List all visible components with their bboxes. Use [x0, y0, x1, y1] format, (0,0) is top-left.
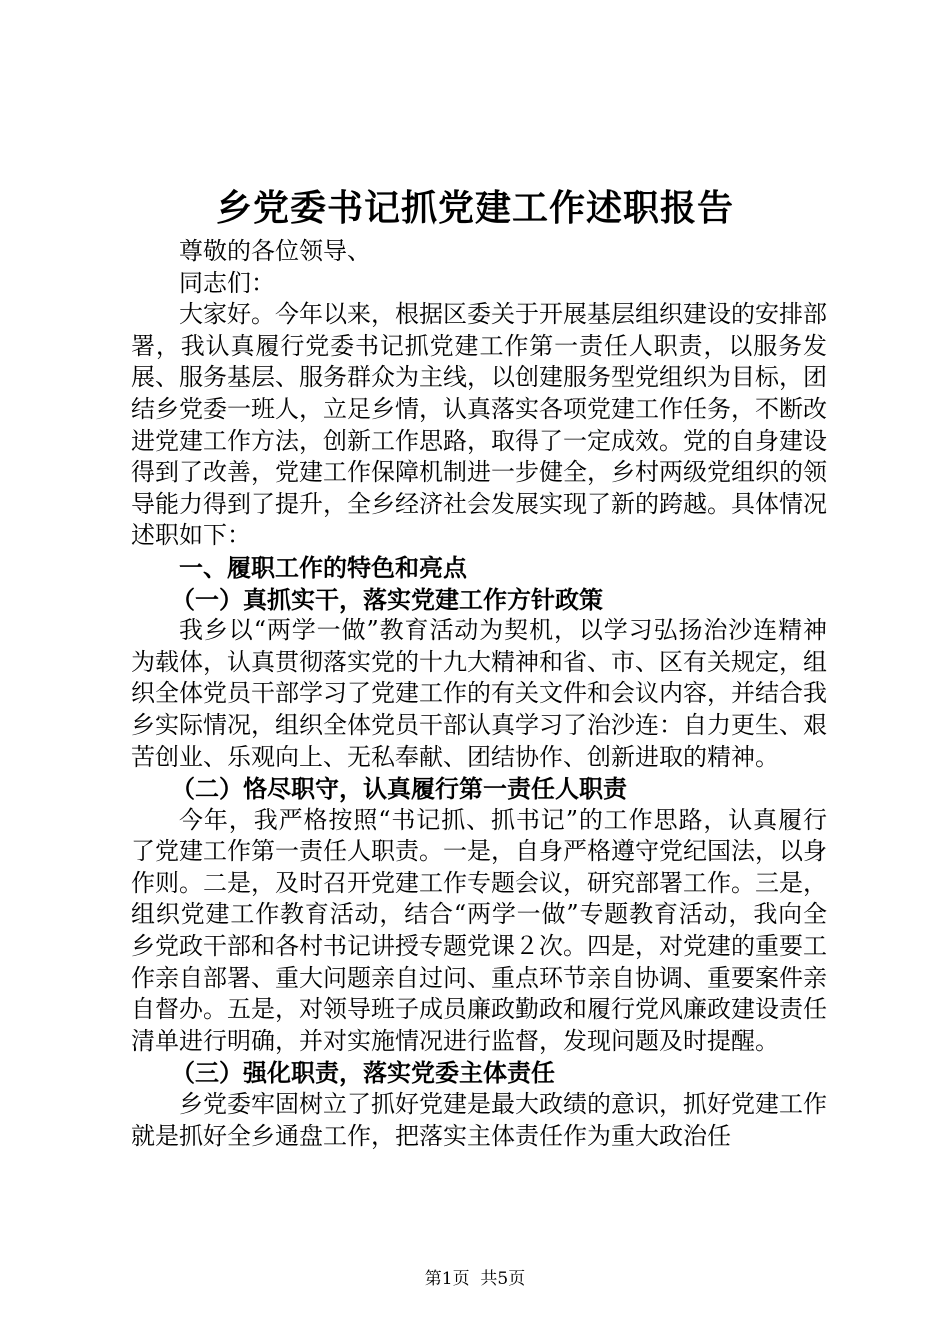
subsection-heading: （三）强化职责，落实党委主体责任: [171, 1058, 555, 1088]
body-paragraph: 我乡以“两学一做”教育活动为契机，以学习弘扬治沙连精神为载体，认真贯彻落实党的十九大精神和省、市、区有关规定，组织全体党员干部学习了党建工作的有关文件和会议内容，并结合我乡实际情况，组织全体党员干部认真学习了治沙连：自力更生、艰苦创业、乐观向上、无私奉献、团结协作、创新进取的精神。: [131, 616, 827, 771]
subsection-heading: （一）真抓实干，落实党建工作方针政策: [171, 584, 603, 614]
body-paragraph: 乡党委牢固树立了抓好党建是最大政绩的意识，抓好党建工作就是抓好全乡通盘工作，把落实主体责任作为重大政治任: [131, 1090, 827, 1150]
section-heading: 一、履职工作的特色和亮点: [179, 552, 467, 582]
salutation-line: 同志们：: [179, 268, 275, 297]
document-title: 乡党委书记抓党建工作述职报告: [215, 187, 734, 229]
body-paragraph: 今年，我严格按照“书记抓、抓书记”的工作思路，认真履行了党建工作第一责任人职责。一是，自身严格遵守党纪国法，以身作则。二是，及时召开党建工作专题会议，研究部署工作。三是，组织党建工作教育活动，结合“两学一做”专题教育活动，我向全乡党政干部和各村书记讲授专题党课２次。四是，对党建的重要工作亲自部署、重大问题亲自过问、重点环节亲自协调、重要案件亲自督办。五是，对领导班子成员廉政勤政和履行党风廉政建设责任清单进行明确，并对实施情况进行监督，发现问题及时提醒。: [131, 805, 827, 1055]
body-paragraph: 大家好。今年以来，根据区委关于开展基层组织建设的安排部署，我认真履行党委书记抓党建工作第一责任人职责，以服务发展、服务基层、服务群众为主线，以创建服务型党组织为目标，团结乡党委一班人，立足乡情，认真落实各项党建工作任务，不断改进党建工作方法，创新工作思路，取得了一定成效。党的自身建设得到了改善，党建工作保障机制进一步健全，乡村两级党组织的领导能力得到了提升，全乡经济社会发展实现了新的跨越。具体情况述职如下：: [131, 300, 827, 550]
salutation-line: 尊敬的各位领导、: [179, 237, 371, 265]
document-body: [131, 236, 827, 1152]
subsection-heading: （二）恪尽职守，认真履行第一责任人职责: [171, 774, 627, 804]
page-number-footer: 第1页 共5页: [424, 1269, 526, 1289]
